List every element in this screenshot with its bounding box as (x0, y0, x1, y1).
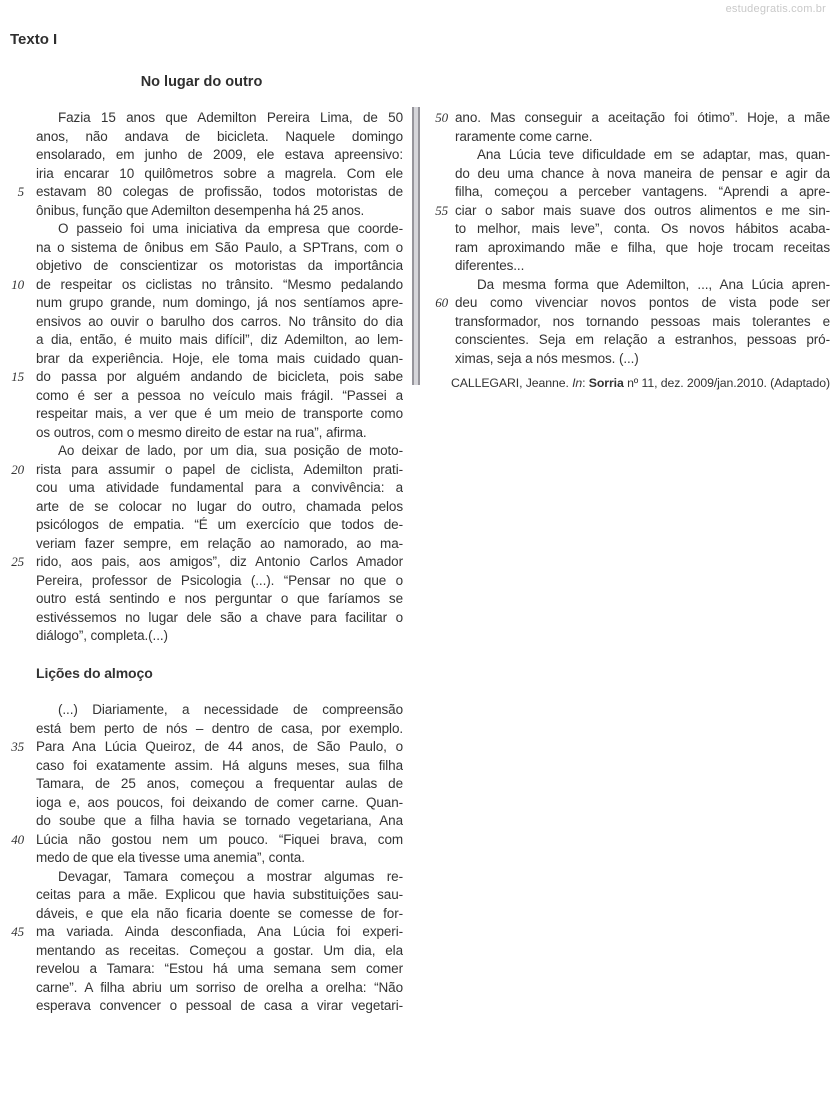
line-number (0, 646, 36, 665)
line-number (0, 720, 36, 739)
line-text: do soube que a filha havia se tornado vegetariana, Ana (36, 813, 403, 828)
text-line (0, 720, 403, 739)
text-line (0, 886, 403, 905)
right-text-column (424, 109, 830, 368)
line-number (0, 794, 36, 813)
line-text: brar da experiência. Hoje, ele toma mais cuidado quan- (36, 350, 403, 366)
line-number (0, 572, 36, 591)
text-section-label: Texto I (10, 31, 58, 48)
line-number (0, 442, 36, 461)
text-line (424, 331, 830, 350)
line-text: diferentes... (455, 258, 525, 273)
text-line (0, 128, 403, 147)
text-line (0, 350, 403, 369)
text-line (0, 979, 403, 998)
line-text: ano. Mas conseguir a aceitação foi ótimo”. Hoje, a mãe (455, 110, 830, 125)
text-line (424, 257, 830, 276)
line-number (0, 942, 36, 961)
line-number (0, 257, 36, 276)
line-text: Lúcia não gostou nem um pouco. “Fiquei brava, com (36, 831, 403, 847)
line-text: caso foi exatamente assim. Há alguns meses, sua filha (36, 757, 403, 773)
line-text: Tamara, de 25 anos, começou a frequentar aulas de (36, 776, 403, 791)
line-text: outro está sentindo e nos perguntar o que faríamos se (36, 591, 403, 606)
text-line (0, 257, 403, 276)
line-number: 20 (11, 461, 24, 477)
line-number (0, 627, 36, 646)
line-text: psicólogos de empatia. “É um exercício que todos de- (36, 517, 403, 532)
line-text: ram aproximando mãe e filha, que hoje trocam receitas (455, 239, 830, 255)
line-number: 5 (17, 184, 24, 199)
text-line (0, 183, 403, 202)
line-text: Ana Lúcia teve dificuldade em se adaptar, mas, quan- (477, 147, 830, 162)
line-number (0, 498, 36, 517)
heading-text: Lições do almoço (36, 665, 153, 681)
text-line (0, 109, 403, 128)
line-text: deu como vivenciar novos pontos de vista pode ser (455, 295, 830, 310)
line-text: conscientes. Seja em relação a estranhos, pessoas pró- (455, 332, 830, 347)
line-number (424, 146, 455, 165)
line-text: ma variada. Ainda desconfiada, Ana Lúcia foi experi- (36, 924, 403, 939)
line-text: de respeitar os ciclistas no trânsito. “Mesmo pedalando (36, 276, 403, 292)
line-text: estavam 80 colegas de profissão, todos motoristas de (36, 184, 403, 199)
line-number: 55 (435, 202, 448, 218)
text-line (0, 553, 403, 572)
text-line (0, 738, 403, 757)
line-text: ciar o sabor mais suave dos outros alimentos e me sin- (455, 202, 830, 218)
citation-author: CALLEGARI, Jeanne. (450, 376, 573, 390)
column-divider (412, 107, 420, 385)
text-line (0, 627, 403, 646)
line-text: Devagar, Tamara começou a mostrar algumas re- (58, 868, 403, 884)
text-line (0, 609, 403, 628)
line-number (0, 202, 36, 221)
line-number (0, 405, 36, 424)
text-line (0, 868, 403, 887)
line-text: num grupo grande, num domingo, já nos sentíamos apre- (36, 295, 403, 310)
site-watermark: estudegratis.com.br (725, 3, 826, 15)
text-line (424, 109, 830, 128)
text-line (0, 498, 403, 517)
text-line (0, 849, 403, 868)
line-number (0, 350, 36, 369)
line-text: ônibus, função que Ademilton desempenha há 25 anos. (36, 202, 365, 218)
text-line (0, 942, 403, 961)
line-text: diálogo”, completa.(...) (36, 628, 168, 643)
line-text: O passeio foi uma iniciativa da empresa que coorde- (58, 221, 403, 236)
line-text: anos, não andava de bicicleta. Naquele domingo (36, 128, 403, 144)
line-number (0, 165, 36, 184)
line-text (36, 646, 403, 665)
text-line (0, 368, 403, 387)
text-line (0, 590, 403, 609)
text-line (0, 997, 403, 1016)
line-number (0, 757, 36, 776)
line-number (424, 165, 455, 184)
line-number (0, 387, 36, 406)
line-number: 25 (11, 554, 24, 569)
line-text: Para Ana Lúcia Queiroz, de 44 anos, de São Paulo, o (36, 739, 403, 754)
line-number (0, 609, 36, 628)
line-number (424, 276, 455, 295)
text-line (0, 146, 403, 165)
line-text: na o sistema de ônibus em São Paulo, a SPTrans, com o (36, 239, 403, 255)
line-number (0, 331, 36, 350)
text-line (0, 405, 403, 424)
text-line (424, 350, 830, 369)
text-line (0, 202, 403, 221)
line-number (424, 257, 455, 276)
text-line (0, 276, 403, 295)
citation-source: Sorria (588, 376, 624, 390)
text-line (0, 535, 403, 554)
line-number (0, 997, 36, 1016)
citation-separator: : (582, 376, 589, 390)
text-line (424, 276, 830, 295)
line-text: objetivo de conscientizar os motoristas da importância (36, 258, 403, 273)
line-text: do deu uma chance à nova maneira de pensar e agir da (455, 165, 830, 181)
line-number (0, 664, 36, 683)
line-text: filha, começou a perceber vantagens. “Aprendi a apre- (455, 184, 830, 199)
line-number (0, 775, 36, 794)
text-line (0, 165, 403, 184)
line-number (0, 516, 36, 535)
text-line (0, 442, 403, 461)
line-number (0, 960, 36, 979)
line-text: como é ser a pessoa no veículo mais frágil. “Passei a (36, 387, 403, 403)
line-text: transformador, nos tornando pessoas mais tolerantes e (455, 313, 830, 329)
line-text: Ao deixar de lado, por um dia, sua posição de moto- (58, 443, 403, 458)
line-number (0, 294, 36, 313)
text-line (0, 331, 403, 350)
line-number (0, 109, 36, 128)
article-title: No lugar do outro (140, 74, 263, 90)
line-text: (...) Diariamente, a necessidade de compreensão (58, 702, 403, 717)
text-line (0, 794, 403, 813)
line-number (0, 683, 36, 702)
line-text: estivéssemos no lugar dele são a chave para facilitar o (36, 609, 403, 625)
line-text: ensolarado, em junho de 2009, ele estava apreensivo: (36, 147, 403, 162)
line-text: mentando as receitas. Começou a gostar. Um dia, ela (36, 942, 403, 958)
line-number (424, 331, 455, 350)
line-number (0, 590, 36, 609)
line-spacer (0, 683, 403, 702)
text-line (0, 220, 403, 239)
line-text: raramente come carne. (455, 128, 593, 144)
line-number: 35 (11, 739, 24, 754)
line-number: 60 (435, 295, 448, 310)
text-line (0, 424, 403, 443)
text-line (0, 757, 403, 776)
line-text: rista para assumir o papel de ciclista, Ademilton prati- (36, 461, 403, 477)
line-text: respeitar mais, a ver que é um meio de transporte como (36, 406, 403, 421)
text-line (0, 701, 403, 720)
text-line (424, 202, 830, 221)
line-text: to melhor, mais leve”, conta. Os novos hábitos acaba- (455, 221, 830, 236)
text-line (424, 165, 830, 184)
text-line (0, 923, 403, 942)
line-text: veriam fazer sempre, em relação ao namorado, ao ma- (36, 535, 403, 551)
source-citation (424, 376, 830, 390)
line-number: 15 (11, 369, 24, 384)
line-number (0, 535, 36, 554)
text-line (424, 146, 830, 165)
line-text: Pereira, professor de Psicologia (...). “Pensar no que o (36, 572, 403, 588)
line-number (424, 128, 455, 147)
line-number (424, 350, 455, 369)
line-number (0, 812, 36, 831)
text-line (424, 183, 830, 202)
line-text: rido, aos pais, aos amigos”, diz Antonio Carlos Amador (36, 554, 403, 569)
line-number (0, 849, 36, 868)
line-number (424, 313, 455, 332)
line-text: iria encarar 10 quilômetros sobre a magrela. Com ele (36, 165, 403, 181)
text-line (0, 960, 403, 979)
text-line (0, 294, 403, 313)
line-number (0, 886, 36, 905)
text-line (0, 831, 403, 850)
line-text: medo de que ela tivesse uma anemia”, conta. (36, 850, 305, 865)
line-text: esperava convencer o pessoal de casa a virar vegetari- (36, 998, 403, 1013)
line-number: 10 (11, 276, 24, 292)
text-line (424, 239, 830, 258)
line-text: Fazia 15 anos que Ademilton Pereira Lima, de 50 (58, 110, 403, 125)
text-line (424, 128, 830, 147)
text-line (0, 572, 403, 591)
line-text: ensivos ao ouvir o barulho dos carros. No trânsito do dia (36, 313, 403, 329)
text-line (0, 516, 403, 535)
line-number (0, 701, 36, 720)
line-number (0, 979, 36, 998)
line-text: dáveis, e que ela não ficaria doente se comesse de for- (36, 905, 403, 921)
line-number (0, 239, 36, 258)
line-number: 45 (11, 924, 24, 939)
citation-in: In (572, 376, 583, 390)
line-number (424, 220, 455, 239)
line-number (0, 868, 36, 887)
line-text: do passa por alguém andando de bicicleta, pois sabe (36, 369, 403, 384)
line-number: 50 (435, 110, 448, 125)
text-line (0, 812, 403, 831)
text-line (0, 239, 403, 258)
line-number (0, 424, 36, 443)
section-heading (0, 664, 403, 683)
citation-details: nº 11, dez. 2009/jan.2010. (Adaptado) (623, 376, 830, 390)
line-text (36, 683, 403, 702)
line-number (424, 183, 455, 202)
line-number (0, 479, 36, 498)
line-text: Da mesma forma que Ademilton, ..., Ana Lúcia apren- (477, 276, 830, 292)
text-line (0, 461, 403, 480)
line-text: ceitas para a mãe. Explicou que havia substituições sau- (36, 887, 403, 902)
line-text: ioga e, aos poucos, foi deixando de comer carne. Quan- (36, 794, 403, 810)
text-line (424, 220, 830, 239)
line-number (0, 905, 36, 924)
text-line (424, 313, 830, 332)
line-text: está bem perto de nós – dentro de casa, por exemplo. (36, 720, 403, 736)
line-number (0, 313, 36, 332)
line-text: a dia, então, é muito mais difícil”, diz Ademilton, ao lem- (36, 332, 403, 347)
text-line (0, 479, 403, 498)
line-text: cou uma atividade fundamental para a convivência: a (36, 480, 403, 495)
line-spacer (0, 646, 403, 665)
line-text: carne”. A filha abriu um sorriso de orelha a orelha: “Não (36, 979, 403, 995)
line-number (0, 220, 36, 239)
text-line (0, 387, 403, 406)
line-number: 40 (11, 831, 24, 847)
text-line (0, 313, 403, 332)
line-text: os outros, com o mesmo direito de estar na rua”, afirma. (36, 424, 367, 440)
line-text: revelou a Tamara: “Estou há uma semana sem comer (36, 961, 403, 976)
line-text: ximas, seja a nós mesmos. (...) (455, 350, 639, 366)
text-line (0, 775, 403, 794)
line-number (0, 146, 36, 165)
line-number (424, 239, 455, 258)
text-line (424, 294, 830, 313)
text-line (0, 905, 403, 924)
left-text-column (0, 109, 403, 1016)
line-text: arte de se colocar no lugar do outro, chamada pelos (36, 498, 403, 514)
line-number (0, 128, 36, 147)
